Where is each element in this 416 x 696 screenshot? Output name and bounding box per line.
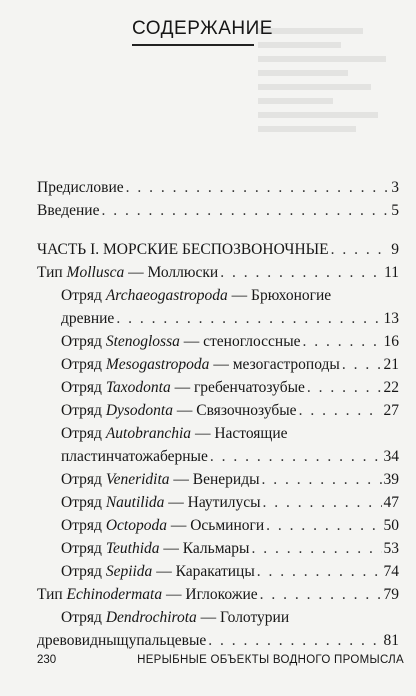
toc-page: 81 [383, 632, 399, 649]
toc-entry-preface[interactable] [37, 176, 399, 199]
page-heading: СОДЕРЖАНИЕ [132, 18, 254, 46]
toc-label-continued: пластинчатожаберные [61, 448, 208, 465]
leader-dots [251, 537, 381, 560]
toc-page: 53 [383, 540, 399, 557]
leader-dots [299, 399, 382, 422]
toc-suffix: — стеноглоссные [179, 333, 301, 350]
leader-dots [331, 238, 390, 261]
toc-entry-octopoda[interactable] [37, 514, 399, 537]
toc-prefix: Отряд [61, 333, 106, 350]
toc-suffix: — Кальмары [159, 540, 250, 557]
toc-label: Предисловие [37, 179, 124, 196]
toc-entry-autobranchia[interactable] [37, 422, 399, 468]
toc-page: 21 [383, 356, 399, 373]
toc-entry-echinodermata[interactable] [37, 583, 399, 606]
toc-latin: Archaeogastropoda [105, 287, 228, 304]
leader-dots [263, 491, 382, 514]
toc-latin: Autobranchia [105, 425, 192, 442]
leader-dots [101, 199, 389, 222]
toc-prefix: Отряд [61, 563, 106, 580]
table-of-contents [37, 176, 399, 652]
leader-dots [342, 353, 382, 376]
toc-page: 22 [383, 379, 399, 396]
toc-entry-part-1[interactable] [37, 238, 399, 261]
toc-suffix: — Осьминоги [166, 517, 265, 534]
leader-dots [116, 307, 381, 330]
toc-prefix: Отряд [61, 379, 106, 396]
toc-latin: Veneridita [105, 471, 170, 488]
toc-latin: Stenoglossa [105, 333, 180, 350]
toc-latin: Sepiida [105, 563, 153, 580]
toc-entry-taxodonta[interactable] [37, 376, 399, 399]
toc-latin: Nautilida [105, 494, 165, 511]
leader-dots [260, 583, 382, 606]
leader-dots [307, 376, 382, 399]
toc-page: 16 [383, 333, 399, 350]
toc-page: 47 [383, 494, 399, 511]
leader-dots [220, 261, 382, 284]
toc-suffix: — Брюхоногие [227, 287, 332, 304]
toc-suffix: — Венериды [169, 471, 260, 488]
toc-prefix: Отряд [61, 287, 106, 304]
toc-prefix: Отряд [61, 471, 106, 488]
toc-entry-mollusca[interactable] [37, 261, 399, 284]
toc-latin: Mollusca [66, 264, 125, 281]
toc-latin: Octopoda [105, 517, 167, 534]
toc-suffix: — мезогастроподы [209, 356, 340, 373]
toc-prefix: Отряд [61, 609, 106, 626]
toc-label-continued: древние [61, 310, 115, 327]
leader-dots [210, 445, 382, 468]
toc-entry-intro[interactable] [37, 199, 399, 222]
toc-prefix: Отряд [61, 356, 106, 373]
toc-suffix: — Каракатицы [152, 563, 255, 580]
toc-suffix: — Голотурии [196, 609, 290, 626]
toc-entry-dysodonta[interactable] [37, 399, 399, 422]
toc-page: 27 [383, 402, 399, 419]
page-number: 230 [37, 654, 57, 666]
toc-latin: Echinodermata [66, 586, 163, 603]
toc-page: 3 [391, 179, 399, 196]
toc-entry-stenoglossa[interactable] [37, 330, 399, 353]
toc-suffix: — Связочнозубые [172, 402, 297, 419]
toc-prefix: Тип [37, 264, 67, 281]
toc-prefix: Отряд [61, 517, 106, 534]
toc-prefix: Тип [37, 586, 67, 603]
leader-dots [266, 514, 381, 537]
toc-page: 9 [391, 241, 399, 258]
toc-label-continued: древовидныщупальцевые [37, 632, 207, 649]
toc-prefix: Отряд [61, 494, 106, 511]
toc-prefix: Отряд [61, 425, 106, 442]
toc-page: 79 [383, 586, 399, 603]
leader-dots [303, 330, 382, 353]
toc-page: 5 [391, 202, 399, 219]
leader-dots [126, 176, 390, 199]
toc-latin: Mesogastropoda [105, 356, 210, 373]
toc-entry-dendrochirota[interactable] [37, 606, 399, 652]
toc-page: 11 [384, 264, 399, 281]
toc-entry-veneridita[interactable] [37, 468, 399, 491]
toc-latin: Teuthida [105, 540, 160, 557]
toc-page: 39 [383, 471, 399, 488]
toc-suffix: — гребенчатозубые [170, 379, 305, 396]
toc-label: Введение [37, 202, 100, 219]
toc-entry-teuthida[interactable] [37, 537, 399, 560]
bleed-through-text [258, 20, 408, 160]
running-title: НЕРЫБНЫЕ ОБЪЕКТЫ ВОДНОГО ПРОМЫСЛА [137, 654, 404, 666]
toc-page: 13 [383, 310, 399, 327]
toc-page: 74 [383, 563, 399, 580]
toc-latin: Dendrochirota [105, 609, 197, 626]
page-footer [37, 654, 404, 666]
toc-entry-mesogastropoda[interactable] [37, 353, 399, 376]
toc-page: 50 [383, 517, 399, 534]
toc-entry-sepiida[interactable] [37, 560, 399, 583]
toc-prefix: Отряд [61, 540, 106, 557]
toc-entry-nautilida[interactable] [37, 491, 399, 514]
toc-suffix: — Моллюски [124, 264, 219, 281]
toc-suffix: — Наутилусы [164, 494, 261, 511]
leader-dots [208, 629, 381, 652]
toc-label: ЧАСТЬ I. МОРСКИЕ БЕСПОЗВОНОЧНЫЕ [37, 241, 329, 258]
leader-dots [257, 560, 382, 583]
toc-latin: Dysodonta [105, 402, 173, 419]
toc-entry-archaeogastropoda[interactable] [37, 284, 399, 330]
toc-prefix: Отряд [61, 402, 106, 419]
toc-suffix: — Иглокожие [162, 586, 258, 603]
toc-suffix: — Настоящие [191, 425, 288, 442]
toc-latin: Taxodonta [105, 379, 171, 396]
leader-dots [262, 468, 382, 491]
toc-page: 34 [383, 448, 399, 465]
